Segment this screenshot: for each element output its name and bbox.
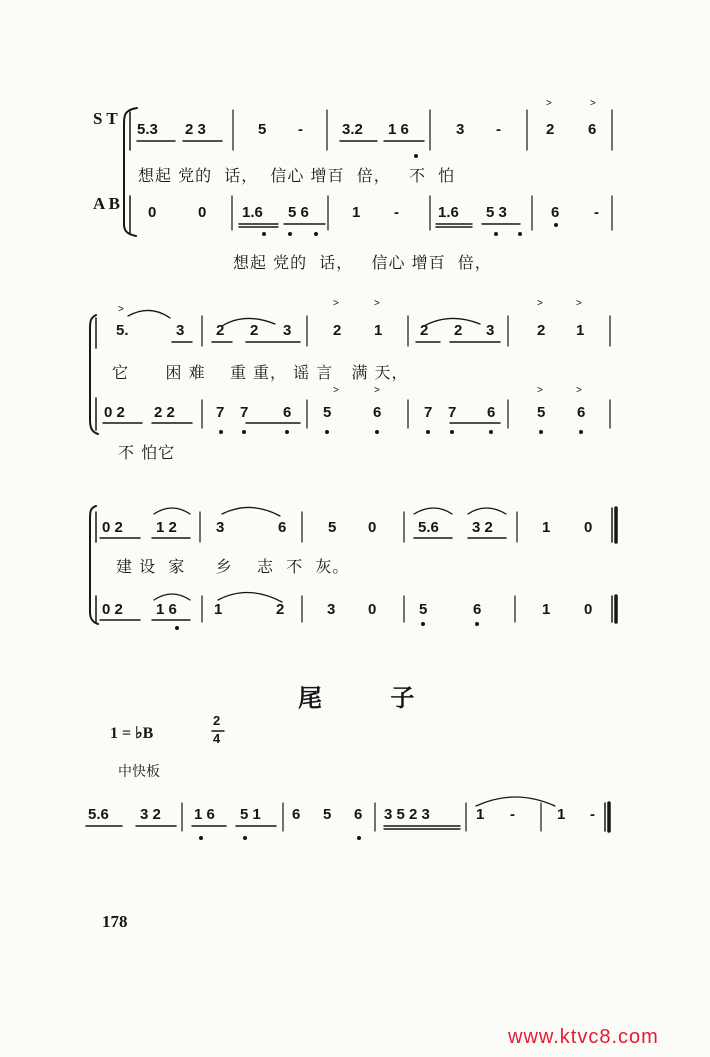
note-group: 3.2 [342,121,363,138]
note: 2 [216,322,225,339]
note-group: 5.3 [137,121,158,138]
note: 3 [176,322,185,339]
key-signature: 1 = ♭B [110,725,154,742]
svg-text:>: > [118,304,124,315]
note: 7 [448,404,457,421]
note: 1 [214,601,223,618]
svg-text:>: > [590,98,596,109]
note: 6 [551,204,560,221]
rest: 0 [368,519,377,536]
lyrics-line: 想起 党的 话， 信心 增百 倍， [233,253,492,272]
note: 1 [352,204,361,221]
note-group: 1.6 [242,204,263,221]
note: 1 [542,519,551,536]
dash: - [590,806,595,823]
voice-label-st: S T [93,109,118,128]
note: 2 [276,601,285,618]
note: 6 [283,404,292,421]
svg-text:>: > [374,298,380,309]
note: 3 [216,519,225,536]
rest: 0 [148,204,157,221]
note: 5 [328,519,337,536]
note: 1 [557,806,566,823]
lyrics-line: 建 设 家 乡 志 不 灰。 [116,557,350,576]
note: 6 [292,806,301,823]
note: 7 [240,404,249,421]
note: 6 [373,404,382,421]
note: 2 [454,322,463,339]
note-group: 0 2 [102,519,123,536]
note-group: 0 2 [104,404,125,421]
note-group: 5.6 [88,806,109,823]
note-group: 3 2 [140,806,161,823]
svg-text:>: > [546,98,552,109]
lyrics-line: 想起 党的 话， 信心 增百 倍， 不 怕 [138,166,456,185]
dash: - [496,121,501,138]
note: 7 [424,404,433,421]
note: 1 [374,322,383,339]
svg-text:>: > [537,298,543,309]
note-group: 2 2 [154,404,175,421]
note-group: 5 6 [288,204,309,221]
note: 6 [354,806,363,823]
note-group: 5 3 [486,204,507,221]
note-group: 5 1 [240,806,261,823]
note: 5 [323,404,332,421]
rest: 0 [584,601,593,618]
note-group: 1.6 [438,204,459,221]
lyrics-line: 它 困 难 重 重， 谣 言 满 天， [112,363,409,382]
note-group: 1 6 [156,601,177,618]
watermark-url: www.ktvc8.com [508,1026,659,1048]
note: 6 [577,404,586,421]
note: 1 [542,601,551,618]
note: 2 [420,322,429,339]
lyrics-line: 不 怕它 [118,443,176,462]
note-group: 3 2 [472,519,493,536]
note: 1 [476,806,485,823]
note: 7 [216,404,225,421]
note: 6 [278,519,287,536]
note: 6 [588,121,597,138]
note: 1 [576,322,585,339]
rest: 0 [584,519,593,536]
svg-text:>: > [333,298,339,309]
time-signature-top: 2 [213,713,221,728]
dash: - [510,806,515,823]
rest: 0 [368,601,377,618]
note-group: 5.6 [418,519,439,536]
section-title: 尾 子 [298,684,445,712]
svg-text:>: > [576,385,582,396]
tempo-marking: 中快板 [118,764,160,780]
note: 3 [456,121,465,138]
page-number: 178 [102,912,128,931]
note-group: 0 2 [102,601,123,618]
note-group: 1 6 [388,121,409,138]
dash: - [594,204,599,221]
note-group: 3 5 2 3 [384,806,430,823]
note: 5 [323,806,332,823]
svg-text:>: > [374,385,380,396]
note: 2 [333,322,342,339]
note: 6 [473,601,482,618]
note: 3 [283,322,292,339]
note-group: 1 2 [156,519,177,536]
note: 2 [537,322,546,339]
note: 5. [116,322,129,339]
note: 6 [487,404,496,421]
voice-label-ab: A B [93,194,120,213]
dash: - [394,204,399,221]
note: 5 [537,404,546,421]
note: 2 [546,121,555,138]
note: 3 [327,601,336,618]
dash: - [298,121,303,138]
note-group: 2 3 [185,121,206,138]
note: 2 [250,322,259,339]
svg-text:>: > [576,298,582,309]
note: 3 [486,322,495,339]
svg-text:>: > [333,385,339,396]
rest: 0 [198,204,207,221]
note: 5 [258,121,267,138]
note-group: 1 6 [194,806,215,823]
time-signature-bottom: 4 [213,731,221,746]
note: 5 [419,601,428,618]
svg-text:>: > [537,385,543,396]
